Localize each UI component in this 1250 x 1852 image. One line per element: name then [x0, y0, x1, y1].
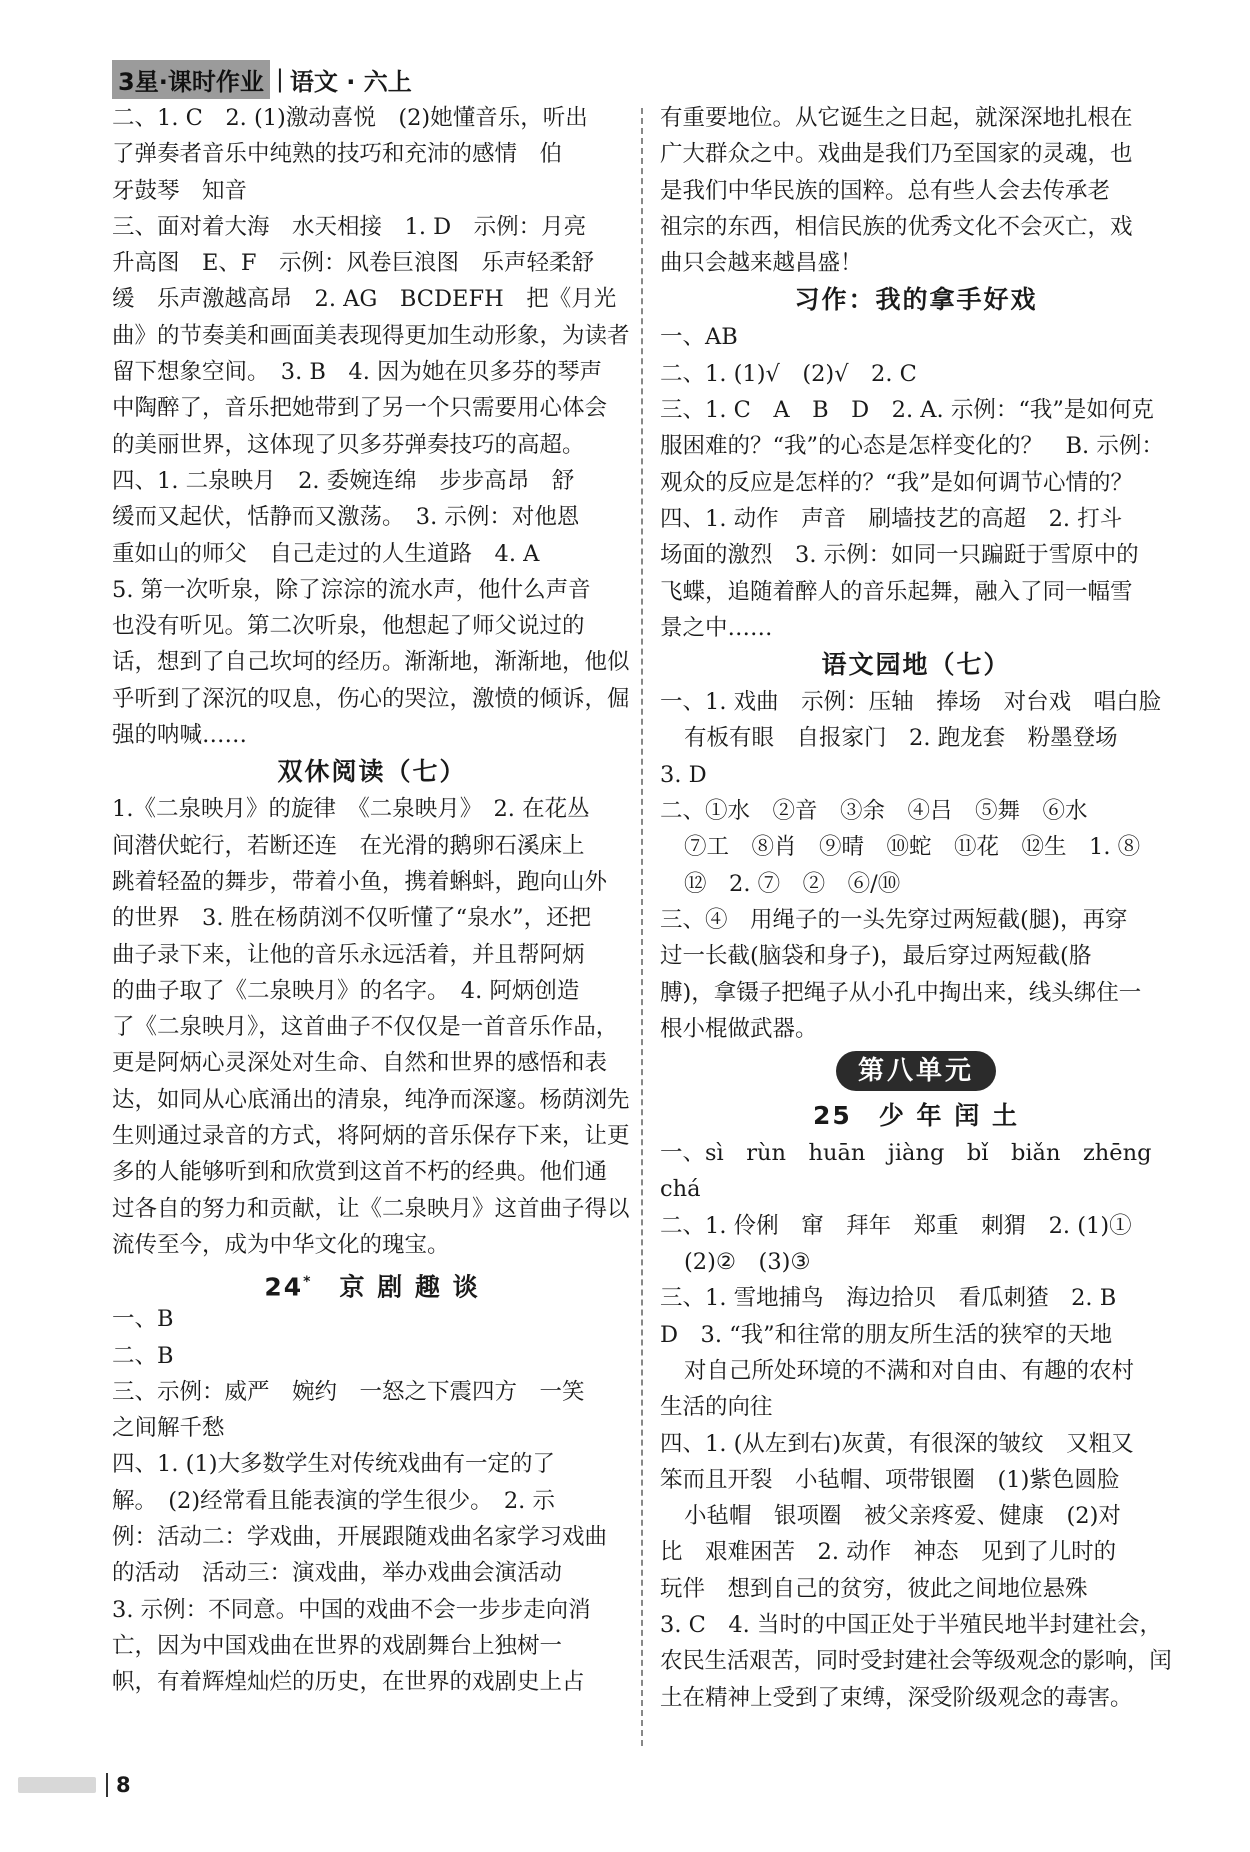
answer-line: 了弹奏者音乐中纯熟的技巧和充沛的感情 伯 [112, 141, 563, 168]
answer-line: ⑫ 2. ⑦ ② ⑥/⑩ [684, 870, 901, 897]
left-column [112, 100, 632, 1700]
answer-line: 例：活动二：学戏曲，开展跟随戏曲名家学习戏曲 [112, 1523, 608, 1550]
answer-line: 过各自的努力和贡献，让《二泉映月》这首曲子得以 [112, 1195, 630, 1222]
section-heading-text: 语文园地（七） [821, 650, 1011, 680]
answer-line: 3. D [660, 761, 707, 788]
answer-line: 场面的激烈 3. 示例：如同一只蹁跹于雪原中的 [660, 542, 1139, 569]
answer-line: 农民生活艰苦，同时受封建社会等级观念的影响，闰 [660, 1648, 1172, 1675]
answer-line: 观众的反应是怎样的？“我”是如何调节心情的？ [660, 469, 1134, 496]
answer-line: 跳着轻盈的舞步，带着小鱼，携着蝌蚪，跑向山外 [112, 868, 608, 895]
answer-line: 比 艰难困苦 2. 动作 神态 见到了儿时的 [660, 1539, 1117, 1566]
answer-line: 1.《二泉映月》的旋律 《二泉映月》 2. 在花丛 [112, 796, 590, 823]
answer-line: 二、1. 伶俐 窜 拜年 郑重 刺猬 2. (1)① [660, 1212, 1132, 1239]
answer-line: 是我们中华民族的国粹。总有些人会去传承老 [660, 177, 1111, 204]
answer-line: 生活的向往 [660, 1394, 773, 1421]
section-heading-text: 少 年 闰 土 [878, 1101, 1019, 1131]
answer-line: 一、1. 戏曲 示例：压轴 捧场 对台戏 唱白脸 [660, 689, 1162, 716]
footer-decoration [18, 1777, 96, 1793]
answer-line: 缓而又起伏，恬静而又激荡。 3. 示例：对他恩 [112, 504, 580, 531]
answer-line: 玩伴 想到自己的贫穷，彼此之间地位悬殊 [660, 1575, 1088, 1602]
answer-line: 曲》的节奏美和画面美表现得更加生动形象，为读者 [112, 322, 630, 349]
answer-line: 土在精神上受到了束缚，深受阶级观念的毒害。 [660, 1684, 1133, 1711]
answer-line: 之间解千愁 [112, 1415, 225, 1442]
lesson-number: 24 [264, 1272, 304, 1302]
answer-line: 也没有听见。第二次听泉，他想起了师父说过的 [112, 613, 585, 640]
answer-line: 过一长截(脑袋和身子)，最后穿过两短截(胳 [660, 943, 1092, 970]
answer-line: 多的人能够听到和欣赏到这首不朽的经典。他们通 [112, 1159, 608, 1186]
answer-line: 二、①水 ②音 ③余 ④吕 ⑤舞 ⑥水 [660, 798, 1088, 825]
answer-line: 广大群众之中。戏曲是我们乃至国家的灵魂，也 [660, 141, 1133, 168]
subject-label: 语文 · 六上 [289, 67, 412, 96]
answer-line: 生则通过录音的方式，将阿炳的音乐保存下来，让更 [112, 1123, 630, 1150]
section-heading [112, 753, 632, 791]
answer-line: (2)② (3)③ [684, 1249, 811, 1276]
answer-line: 四、1. 动作 声音 刷墙技艺的高超 2. 打斗 [660, 505, 1123, 532]
footer-bar [106, 1773, 108, 1797]
answer-line: 更是阿炳心灵深处对生命、自然和世界的感悟和表 [112, 1050, 608, 1077]
answer-line: 四、1. (1)大多数学生对传统戏曲有一定的了 [112, 1451, 555, 1478]
section-heading-text: 京 剧 趣 谈 [339, 1272, 480, 1302]
page-header [112, 62, 412, 96]
answer-line: 了《二泉映月》，这首曲子不仅仅是一首音乐作品， [112, 1014, 619, 1041]
answer-line: 小毡帽 银项圈 被父亲疼爱、健康 (2)对 [684, 1503, 1121, 1530]
answer-line: 三、面对着大海 水天相接 1. D 示例：月亮 [112, 213, 587, 240]
answer-line: 四、1. 二泉映月 2. 委婉连绵 步步高昂 舒 [112, 467, 575, 494]
answer-line: 强的呐喊…… [112, 722, 248, 749]
answer-line: 升高图 E、F 示例：风卷巨浪图 乐声轻柔舒 [112, 250, 595, 277]
answer-line: 乎听到了深沉的叹息，伤心的哭泣，激愤的倾诉，倔 [112, 685, 630, 712]
section-heading [660, 1097, 1172, 1135]
answer-line: 重如山的师父 自己走过的人生道路 4. A [112, 540, 540, 567]
answer-line: 达，如同从心底涌出的清泉，纯净而深邃。杨荫浏先 [112, 1086, 630, 1113]
answer-line: chá [660, 1176, 701, 1203]
page-footer [18, 1770, 131, 1800]
answer-line: 膊)，拿镊子把绳子从小孔中掏出来，线头绑住一 [660, 979, 1142, 1006]
section-heading [660, 281, 1172, 319]
answer-line: 三、1. 雪地捕鸟 海边拾贝 看瓜刺猹 2. B [660, 1285, 1117, 1312]
answer-line: 三、1. C A B D 2. A. 示例：“我”是如何克 [660, 397, 1154, 424]
answer-line: 话，想到了自己坎坷的经历。渐渐地，渐渐地，他似 [112, 649, 630, 676]
lesson-marker: * [303, 1274, 313, 1291]
answer-line: 中陶醉了，音乐把她带到了另一个只需要用心体会 [112, 395, 608, 422]
answer-line: 亡，因为中国戏曲在世界的戏剧舞台上独树一 [112, 1632, 563, 1659]
answer-line: 流传至今，成为中华文化的瑰宝。 [112, 1231, 450, 1258]
answer-line: 3. 示例：不同意。中国的戏曲不会一步步走向消 [112, 1596, 591, 1623]
answer-line: 缓 乐声激越高昂 2. AG BCDEFH 把《月光 [112, 286, 617, 313]
section-heading-text: 双休阅读（七） [277, 757, 467, 787]
unit-badge: 第八单元 [836, 1051, 996, 1091]
right-column [660, 100, 1172, 1716]
answer-line: 二、B [112, 1342, 174, 1369]
unit-banner [660, 1047, 1172, 1097]
answer-line: 服困难的？“我”的心态是怎样变化的？ B. 示例： [660, 433, 1164, 460]
section-heading-text: 习作：我的拿手好戏 [794, 285, 1038, 315]
lesson-number: 25 [813, 1101, 852, 1131]
answer-line: 曲只会越来越昌盛！ [660, 250, 863, 277]
answer-line: 二、1. (1)√ (2)√ 2. C [660, 360, 917, 387]
answer-line: 一、sì rùn huān jiàng bǐ biǎn zhēng [660, 1140, 1152, 1167]
section-heading [112, 1263, 632, 1301]
answer-line: 景之中…… [660, 614, 773, 641]
answer-line: 二、1. C 2. (1)激动喜悦 (2)她懂音乐，听出 [112, 105, 588, 131]
answer-line: ⑦工 ⑧肖 ⑨晴 ⑩蛇 ⑪花 ⑫生 1. ⑧ [684, 834, 1141, 861]
section-heading [660, 646, 1172, 684]
answer-line: 三、示例：威严 婉约 一怒之下震四方 一笑 [112, 1378, 585, 1405]
header-separator: | [275, 65, 284, 93]
answer-line: 间潜伏蛇行，若断还连 在光滑的鹅卵石溪床上 [112, 832, 585, 859]
column-divider [641, 108, 643, 1746]
answer-line: D 3. “我”和往常的朋友所生活的狭窄的天地 [660, 1321, 1113, 1348]
answer-line: 的世界 3. 胜在杨荫浏不仅听懂了“泉水”，还把 [112, 905, 592, 932]
answer-line: 根小棍做武器。 [660, 1015, 818, 1042]
answer-line: 有重要地位。从它诞生之日起，就深深地扎根在 [660, 105, 1133, 131]
answer-line: 留下想象空间。 3. B 4. 因为她在贝多芬的琴声 [112, 359, 603, 386]
answer-line: 笨而且开裂 小毡帽、项带银圈 (1)紫色圆脸 [660, 1466, 1120, 1493]
answer-line: 祖宗的东西，相信民族的优秀文化不会灭亡，戏 [660, 213, 1133, 240]
series-title: 3星·课时作业 [112, 60, 270, 99]
answer-line: 有板有眼 自报家门 2. 跑龙套 粉墨登场 [684, 725, 1118, 752]
answer-line: 三、④ 用绳子的一头先穿过两短截(腿)，再穿 [660, 906, 1128, 933]
answer-line: 帜，有着辉煌灿烂的历史，在世界的戏剧史上占 [112, 1669, 585, 1696]
answer-line: 一、AB [660, 324, 738, 351]
answer-line: 对自己所处环境的不满和对自由、有趣的农村 [684, 1357, 1135, 1384]
answer-line: 曲子录下来，让他的音乐永远活着，并且帮阿炳 [112, 941, 585, 968]
answer-line: 5. 第一次听泉，除了淙淙的流水声，他什么声音 [112, 576, 591, 603]
answer-line: 飞蝶，追随着醉人的音乐起舞，融入了同一幅雪 [660, 578, 1133, 605]
answer-line: 牙鼓琴 知音 [112, 177, 248, 204]
answer-line: 四、1. (从左到右)灰黄，有很深的皱纹 又粗又 [660, 1430, 1134, 1457]
answer-line: 3. C 4. 当时的中国正处于半殖民地半封建社会， [660, 1611, 1162, 1638]
answer-line: 的美丽世界，这体现了贝多芬弹奏技巧的高超。 [112, 431, 585, 458]
page-number: 8 [116, 1773, 131, 1797]
answer-line: 的活动 活动三：演戏曲，举办戏曲会演活动 [112, 1560, 563, 1587]
answer-line: 的曲子取了《二泉映月》的名字。 4. 阿炳创造 [112, 977, 580, 1004]
answer-line: 解。 (2)经常看且能表演的学生很少。 2. 示 [112, 1487, 555, 1514]
answer-line: 一、B [112, 1306, 174, 1333]
